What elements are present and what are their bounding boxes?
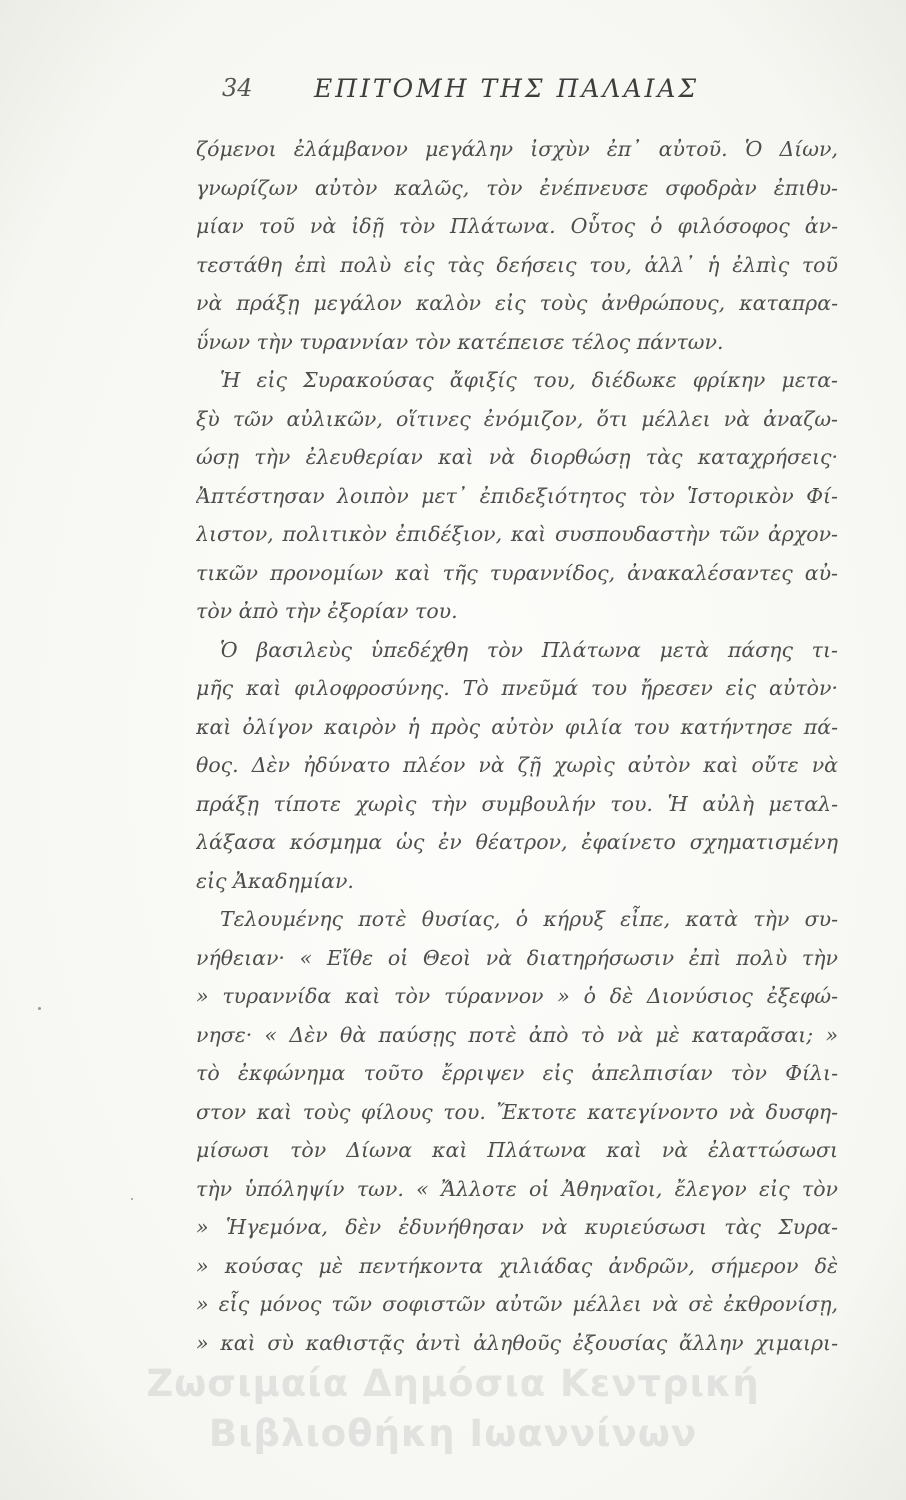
text-line: λάξασα κόσμημα ὡς ἐν θέατρον, ἐφαίνετο σχηματισμένη (196, 830, 838, 854)
text-line: ΰνων τὴν τυραννίαν τὸν κατέπεισε τέλος πάντων. (196, 329, 724, 354)
text-line: τικῶν προνομίων καὶ τῆς τυραννίδος, ἀνακαλέσαντες αὐ- (196, 560, 838, 585)
text-line: Ἀπτέστησαν λοιπὸν μετ᾿ ἐπιδεξιότητος τὸν Ἱστορικὸν Φί- (196, 483, 838, 508)
text-line: νὰ πράξῃ μεγάλον καλὸν εἰς τοὺς ἀνθρώπους, καταπρα- (196, 291, 838, 315)
library-watermark-line-1: Ζωσιμαία Δημόσια Κεντρική (146, 1362, 760, 1405)
text-line: τὸν ἀπὸ τὴν ἐξορίαν του. (196, 599, 458, 623)
text-line: θος. Δὲν ἠδύνατο πλέον νὰ ζῇ χωρὶς αὐτὸν καὶ οὔτε νὰ (196, 753, 838, 777)
text-line: νησε· « Δὲν θὰ παύσῃς ποτὲ ἀπὸ τὸ νὰ μὲ καταρᾶσαι; » (196, 1022, 838, 1047)
text-line: εἰς Ἀκαδημίαν. (196, 868, 354, 893)
text-line: Ὁ βασιλεὺς ὑπεδέχθη τὸν Πλάτωνα μετὰ πάσης τι- (220, 637, 838, 662)
text-line: » καὶ σὺ καθιστᾷς ἀντὶ ἀληθοῦς ἐξουσίας ἄλλην χιμαιρι- (196, 1330, 838, 1355)
paper-speck (38, 1007, 41, 1010)
text-line: » κούσας μὲ πεντήκοντα χιλιάδας ἀνδρῶν, σήμερον δὲ (196, 1253, 838, 1278)
paper-speck (131, 1198, 133, 1200)
text-line: ζόμενοι ἐλάμβανον μεγάλην ἰσχὺν ἐπ᾿ αὐτοῦ. Ὁ Δίων, (196, 137, 838, 161)
text-line: ξὺ τῶν αὐλικῶν, οἵτινες ἐνόμιζον, ὅτι μέλλει νὰ ἀναζω- (196, 406, 838, 431)
page-header (222, 74, 842, 114)
library-watermark-line-2: Βιβλιοθήκη Ιωαννίνων (208, 1412, 698, 1455)
text-line: τὴν ὑπόληψίν των. « Ἄλλοτε οἱ Ἀθηναῖοι, ἔλεγον εἰς τὸν (196, 1176, 838, 1201)
body-text (196, 130, 838, 1362)
text-line: στον καὶ τοὺς φίλους του. Ἔκτοτε κατεγίνοντο νὰ δυσφη- (196, 1099, 838, 1124)
text-line: νήθειαν· « Εἴθε οἱ Θεοὶ νὰ διατηρήσωσιν ἐπὶ πολὺ τὴν (196, 945, 838, 970)
text-line: Τελουμένης ποτὲ θυσίας, ὁ κήρυξ εἶπε, κατὰ τὴν συ- (220, 907, 838, 931)
text-line: πράξῃ τίποτε χωρὶς τὴν συμβουλήν του. Ἡ αὐλὴ μεταλ- (196, 791, 838, 816)
text-line: γνωρίζων αὐτὸν καλῶς, τὸν ἐνέπνευσε σφοδρὰν ἐπιθυ- (196, 175, 838, 200)
text-line: ώσῃ τὴν ἐλευθερίαν καὶ νὰ διορθώσῃ τὰς καταχρήσεις· (196, 445, 838, 469)
text-line: » εἷς μόνος τῶν σοφιστῶν αὐτῶν μέλλει νὰ σὲ ἐκθρονίσῃ, (196, 1292, 838, 1316)
text-line: μίσωσι τὸν Δίωνα καὶ Πλάτωνα καὶ νὰ ἐλαττώσωσι (196, 1138, 838, 1162)
text-line: τὸ ἐκφώνημα τοῦτο ἔρριψεν εἰς ἀπελπισίαν τὸν Φίλι- (196, 1061, 838, 1085)
text-line: μῆς καὶ φιλοφροσύνης. Τὸ πνεῦμά του ἤρεσεν εἰς αὐτὸν· (196, 676, 838, 700)
text-line: » τυραννίδα καὶ τὸν τύραννον » ὁ δὲ Διονύσιος ἐξεφώ- (196, 984, 838, 1008)
text-line: τεστάθη ἐπὶ πολὺ εἰς τὰς δεήσεις του, ἀλλ᾿ ἡ ἐλπὶς τοῦ (196, 252, 838, 277)
text-line: Ἡ εἰς Συρακούσας ἄφιξίς του, διέδωκε φρίκην μετα- (220, 368, 838, 392)
page-number: 34 (222, 74, 253, 102)
text-line: λιστον, πολιτικὸν ἐπιδέξιον, καὶ συσπουδαστὴν τῶν ἀρχον- (196, 522, 838, 546)
text-line: μίαν τοῦ νὰ ἰδῇ τὸν Πλάτωνα. Οὗτος ὁ φιλόσοφος ἀν- (196, 214, 838, 238)
running-title: ΕΠΙΤΟΜΗ ΤΗΣ ΠΑΛΑΙΑΣ (314, 74, 700, 103)
text-line: » Ἡγεμόνα, δὲν ἐδυνήθησαν νὰ κυριεύσωσι τὰς Συρα- (196, 1215, 838, 1239)
text-line: καὶ ὀλίγον καιρὸν ἡ πρὸς αὐτὸν φιλία του κατήντησε πά- (196, 714, 838, 739)
